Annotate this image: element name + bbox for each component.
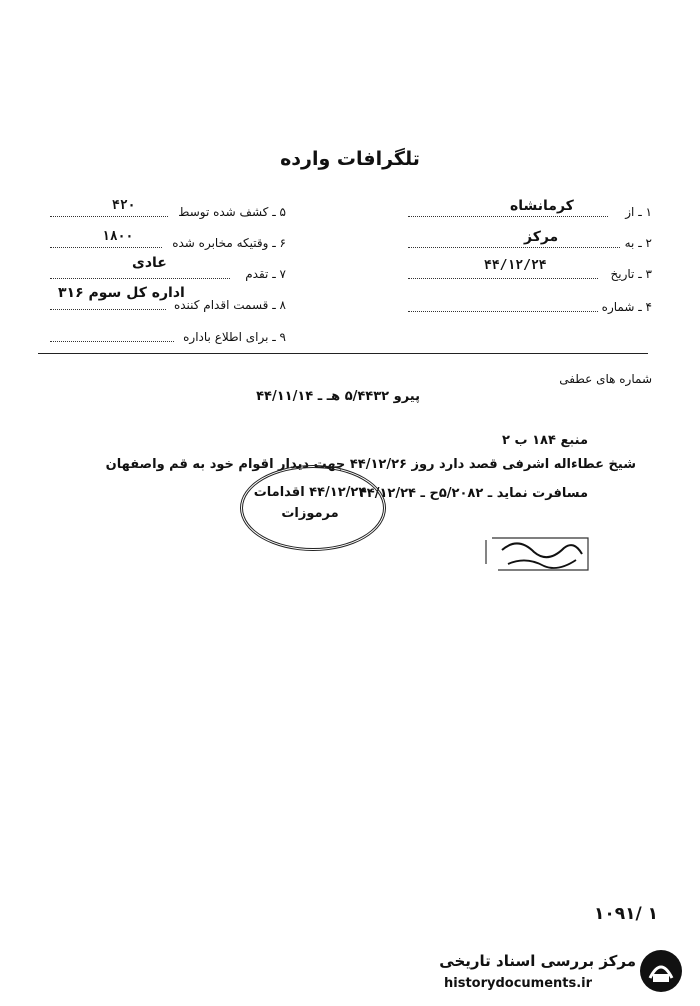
- field-from-value: کرمانشاه: [510, 198, 574, 214]
- field-to-label: ۲ ـ به: [624, 236, 652, 250]
- reference-line: پیرو ۵/۴۴۳۲ هـ ـ ۴۴/۱۱/۱۴: [256, 389, 420, 404]
- footer-url: historydocuments.ir: [444, 976, 593, 991]
- field-info-line: [50, 341, 174, 342]
- footer-org-name: مرکز بررسی اسناد تاریخی: [439, 952, 636, 970]
- stamp-line-2: مرموزات: [281, 506, 339, 521]
- field-number-label: ۴ ـ شماره: [601, 300, 652, 314]
- field-decoded-by-value: ۴۲۰: [112, 198, 136, 213]
- page-number: ۱۰۹۱/ ۱: [594, 904, 659, 924]
- signature-mark: [478, 530, 596, 582]
- header-divider: [38, 353, 648, 354]
- field-from-line: [408, 216, 608, 217]
- field-sent-time-line: [50, 247, 162, 248]
- body-main-line: شیخ عطاءاله اشرفی قصد دارد روز ۴۴/۱۲/۲۶ جهت دیدار اقوام خود به قم واصفهان: [105, 457, 636, 472]
- reference-label: شماره های عطفی: [559, 372, 652, 386]
- stamp-line-1: ۴۴/۱۲/۲۴ اقدامات: [253, 485, 367, 500]
- field-decoded-by-line: [50, 216, 168, 217]
- field-decoded-by-label: ۵ ـ کشف شده توسط: [178, 205, 286, 219]
- field-date-line: [408, 278, 598, 279]
- body-source-line: منبع ۱۸۴ ب ۲: [502, 433, 588, 448]
- field-action-dept-line: [50, 309, 166, 310]
- archive-logo-icon: [638, 948, 684, 994]
- field-from-label: ۱ ـ از: [625, 205, 652, 219]
- field-action-dept-value: اداره کل سوم ۳۱۶: [58, 285, 185, 301]
- field-date-value: ۴۴/۱۲/۲۴: [484, 258, 547, 273]
- field-action-dept-label: ۸ ـ قسمت اقدام کننده: [173, 298, 286, 312]
- field-priority-value: عادی: [132, 255, 167, 271]
- field-priority-line: [50, 278, 230, 279]
- field-number-line: [408, 311, 598, 312]
- field-sent-time-label: ۶ ـ وقتیکه مخابره شده: [172, 236, 286, 250]
- field-priority-label: ۷ ـ تقدم: [245, 267, 286, 281]
- field-info-label: ۹ ـ برای اطلاع باداره: [183, 330, 286, 344]
- body-closing-line: مسافرت نماید ـ ۵/۲۰۸۲ح ـ ۴۴/۱۲/۲۴: [358, 486, 588, 501]
- field-sent-time-value: ۱۸۰۰: [102, 229, 134, 244]
- field-to-value: مرکز: [524, 229, 559, 245]
- document-title: تلگرافات وارده: [280, 148, 420, 170]
- field-date-label: ۳ ـ تاریخ: [610, 267, 652, 281]
- field-to-line: [408, 247, 620, 248]
